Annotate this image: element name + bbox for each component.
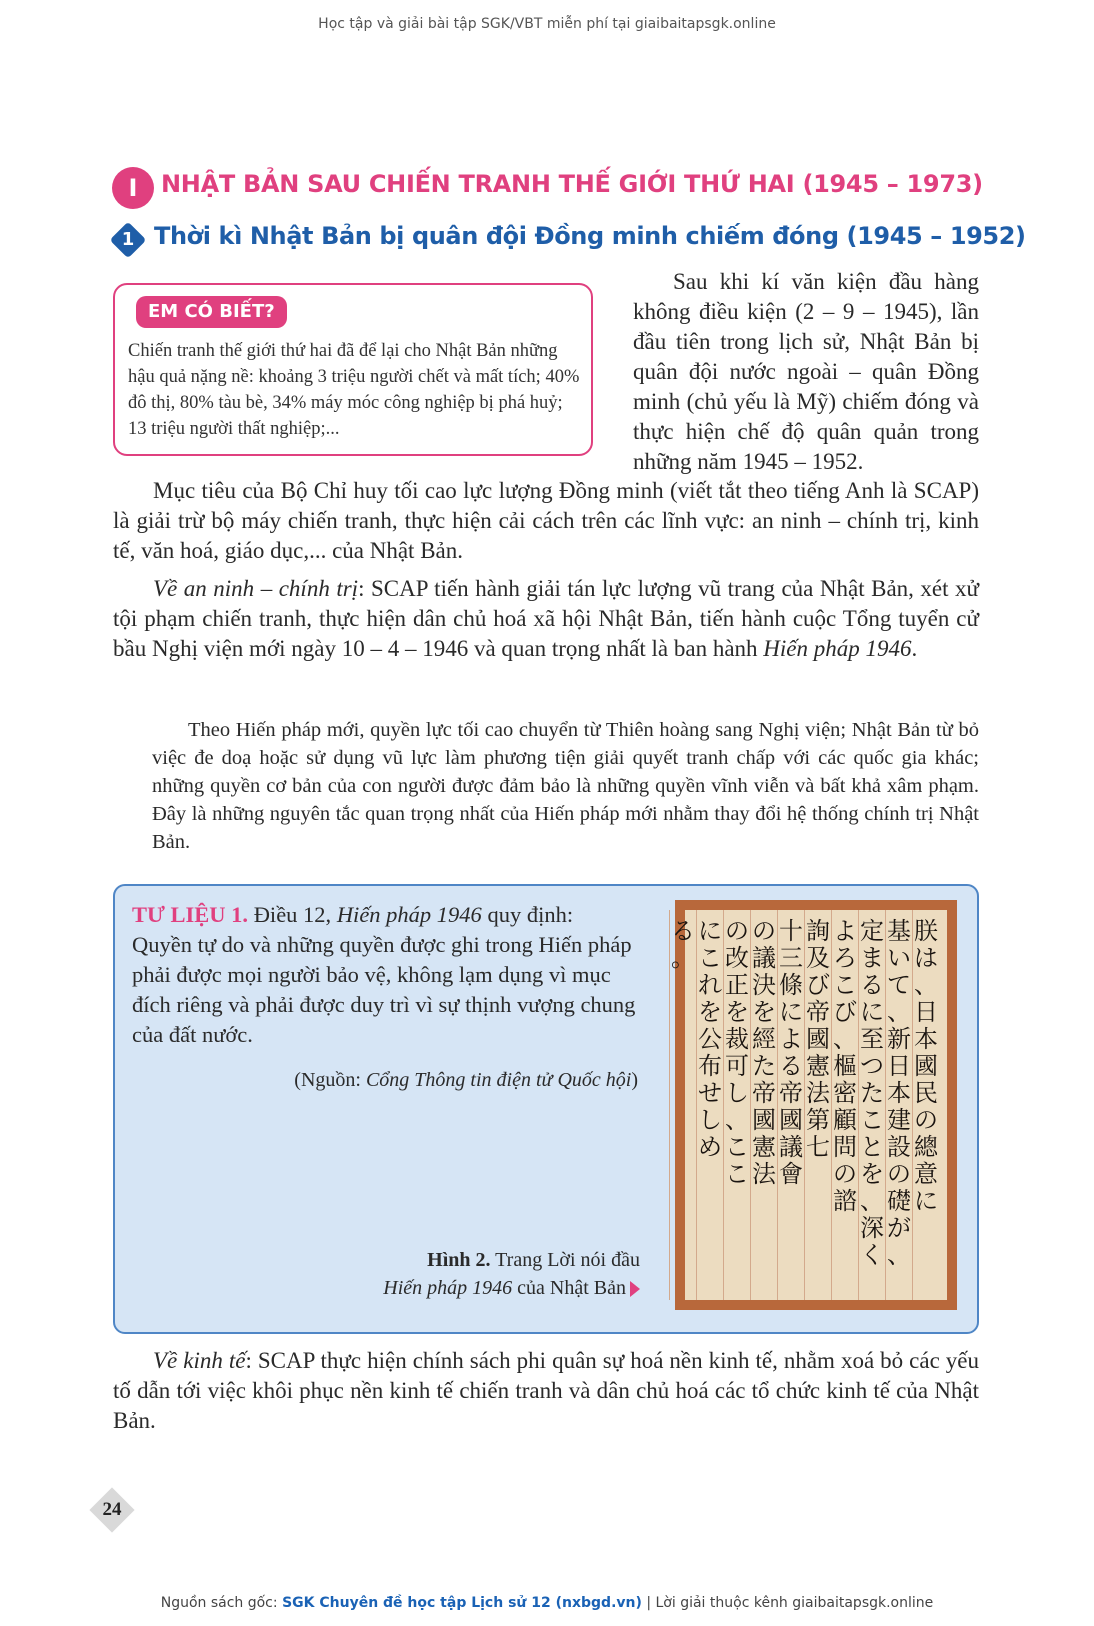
security-text: : SCAP tiến hành giải tán lực lượng vũ trang của Nhật Bản, xét xử tội phạm chiến tranh, thực hiện dân chủ hoá xã hội Nhật Bản, tiến hành cuộc Tổng tuyển cử bầu Nghị viện mới ngày 10 – 4 – 1946 và quan trọng nhất là ban hành [113, 576, 980, 661]
security-paragraph [113, 574, 979, 664]
document-column: 詢 及 び 帝 國 憲 法 第 七 [806, 917, 830, 1161]
source-citation [132, 1069, 638, 1092]
scap-paragraph-text: Mục tiêu của Bộ Chỉ huy tối cao lực lượng Đồng minh (viết tắt theo tiếng Anh là SCAP) là giải trừ bộ máy chiến tranh, thực hiện cải cách trên các lĩnh vực: an ninh – chính trị, kinh tế, văn hoá, giáo dục,... của Nhật Bản. [113, 478, 979, 563]
footer-suffix: | Lời giải thuộc kênh giaibaitapsgk.online [641, 1595, 934, 1611]
subsection-number: 1 [121, 229, 135, 250]
section-title: NHẬT BẢN SAU CHIẾN TRANH THẾ GIỚI THỨ HAI (1945 – 1973) [161, 170, 983, 198]
caption-end: của Nhật Bản [512, 1277, 626, 1299]
did-you-know-text: Chiến tranh thế giới thứ hai đã để lại cho Nhật Bản những hậu quả nặng nề: khoảng 3 triệu người chết và mất tích; 40% đô thị, 80% tàu bè, 34% máy móc công nghiệp bị phá huỷ; 13 triệu người thất nghiệp;... [128, 341, 580, 439]
document-column: 十 三 條 に よ る 帝 國 議 會 [779, 917, 803, 1188]
document-rule [669, 910, 670, 1300]
intro-paragraph [633, 267, 979, 477]
caption-label: Hình 2. [427, 1249, 491, 1271]
document-column: よ ろ こ び 、 樞 密 顧 問 の 諮 [833, 917, 857, 1215]
document-column: の 議 決 を 經 た 帝 國 憲 法 [752, 917, 776, 1188]
source-title: TƯ LIỆU 1. [132, 902, 249, 927]
document-rule [696, 910, 697, 1300]
document-rule [858, 910, 859, 1300]
source-text [132, 900, 642, 1050]
scap-paragraph [113, 476, 979, 566]
did-you-know-label: EM CÓ BIẾT? [136, 296, 287, 328]
header-note: Học tập và giải bài tập SGK/VBT miễn phí tại giaibaitapsgk.online [318, 16, 776, 32]
document-column: に こ れ を 公 布 せ し め [698, 917, 722, 1161]
caption-text: Trang Lời nói đầu [490, 1249, 640, 1271]
economy-text: : SCAP thực hiện chính sách phi quân sự hoá nền kinh tế, nhằm xoá bỏ các yếu tố dẫn tới việc khôi phục nền kinh tế chiến tranh và dân chủ hoá các tổ chức kinh tế của Nhật Bản. [113, 1348, 979, 1433]
citation-italic: Cổng Thông tin điện tử Quốc hội [365, 1069, 632, 1091]
document-column: 定 ま る に 至 つ た こ と を 、 深 く [860, 917, 884, 1269]
document-rule [750, 910, 751, 1300]
document-column: の 改 正 を 裁 可 し 、 こ こ [725, 917, 749, 1188]
footer-source: SGK Chuyên đề học tập Lịch sử 12 (nxbgd.vn) [282, 1595, 642, 1611]
caption-italic: Hiến pháp 1946 [383, 1277, 513, 1299]
constitution-paragraph [152, 716, 979, 856]
economy-lead: Về kinh tế [153, 1348, 246, 1373]
security-italic-end: Hiến pháp 1946 [763, 636, 912, 661]
document-rule [804, 910, 805, 1300]
source-intro-end: quy định: [481, 902, 574, 927]
footer-note [0, 1595, 1094, 1611]
document-rule [723, 910, 724, 1300]
security-lead: Về an ninh – chính trị [153, 576, 359, 601]
source-body: Quyền tự do và những quyền được ghi trong Hiến pháp phải được mọi người bảo vệ, không lạm dụng vì mục đích riêng và phải được duy trì vì sự thịnh vượng chung của đất nước. [132, 932, 636, 1047]
document-column: る 。 [671, 917, 695, 972]
page-number: 24 [102, 1499, 122, 1520]
security-dot: . [911, 636, 918, 661]
subsection-title: Thời kì Nhật Bản bị quân đội Đồng minh chiếm đóng (1945 – 1952) [154, 222, 1026, 250]
document-rule [777, 910, 778, 1300]
intro-paragraph-text: Sau khi kí văn kiện đầu hàng không điều kiện (2 – 9 – 1945), lần đầu tiên trong lịch sử, Nhật Bản bị quân đội nước ngoài – quân Đồng minh (chủ yếu là Mỹ) chiếm đóng và thực hiện chế độ quân quản trong những năm 1945 – 1952. [633, 269, 979, 474]
citation-suffix: ) [631, 1069, 638, 1091]
document-rule [831, 910, 832, 1300]
constitution-text: Theo Hiến pháp mới, quyền lực tối cao chuyển từ Thiên hoàng sang Nghị viện; Nhật Bản từ bỏ việc đe doạ hoặc sử dụng vũ lực làm phương tiện giải quyết tranh chấp với các quốc gia khác; những quyền cơ bản của con người được đảm bảo là những quyền vĩnh viễn và bất khả xâm phạm. Đây là những nguyên tắc quan trọng nhất của Hiến pháp mới nhằm thay đổi hệ thống chính trị Nhật Bản. [152, 719, 979, 853]
document-column: 朕 は 、 日 本 國 民 の 總 意 に [914, 917, 938, 1215]
source-intro-italic: Hiến pháp 1946 [336, 902, 482, 927]
economy-paragraph [113, 1346, 979, 1436]
document-column: 基 い て 、 新 日 本 建 設 の 礎 が 、 [887, 917, 911, 1269]
document-rule [885, 910, 886, 1300]
figure-caption [300, 1246, 640, 1302]
source-intro: Điều 12, [248, 902, 337, 927]
constitution-document-image [671, 900, 957, 1310]
footer-prefix: Nguồn sách gốc: [160, 1595, 283, 1611]
document-paper [671, 910, 947, 1300]
citation-prefix: (Nguồn: [294, 1069, 366, 1091]
document-rule [912, 910, 913, 1300]
caption-arrow-icon [630, 1281, 640, 1297]
section-number-badge: I [112, 167, 154, 209]
